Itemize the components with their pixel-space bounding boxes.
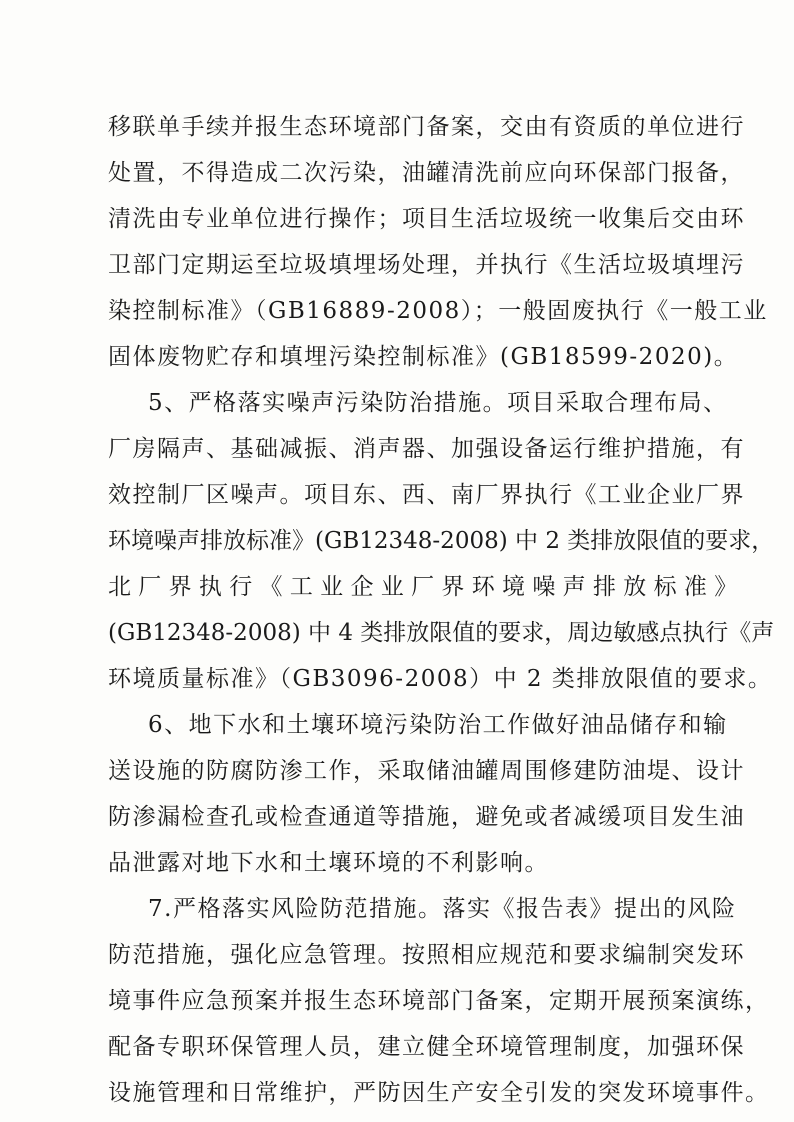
text-line: 设施管理和日常维护，严防因生产安全引发的突发环境事件。 — [108, 1080, 770, 1106]
text-line: 效控制厂区噪声。项目东、西、南厂界执行《工业企业厂界 — [108, 482, 745, 508]
text-line: 境事件应急预案并报生态环境部门备案，定期开展预案演练， — [108, 988, 770, 1014]
text-line: 环境噪声排放标准》(GB12348-2008) 中 2 类排放限值的要求， — [108, 528, 775, 554]
text-line: 环境质量标准》（GB3096-2008）中 2 类排放限值的要求。 — [108, 666, 773, 692]
paragraph-6-first-line: 6、地下水和土壤环境污染防治工作做好油品储存和输 — [148, 712, 728, 738]
text-line: 厂房隔声、基础减振、消声器、加强设备运行维护措施，有 — [108, 436, 745, 462]
text-line: 防渗漏检查孔或检查通道等措施，避免或者减缓项目发生油 — [108, 804, 745, 830]
paragraph-5-first-line: 5、严格落实噪声污染防治措施。项目采取合理布局、 — [148, 390, 728, 416]
text-line: 处置，不得造成二次污染，油罐清洗前应向环保部门报备， — [108, 160, 745, 186]
text-line: 防范措施，强化应急管理。按照相应规范和要求编制突发环 — [108, 942, 745, 968]
text-line: 品泄露对地下水和土壤环境的不利影响。 — [108, 850, 549, 876]
text-line: 清洗由专业单位进行操作；项目生活垃圾统一收集后交由环 — [108, 206, 745, 232]
paragraph-7-first-line: 7.严格落实风险防范措施。落实《报告表》提出的风险 — [148, 896, 737, 922]
text-line: 固体废物贮存和填埋污染控制标准》(GB18599-2020)。 — [108, 344, 739, 370]
text-line: (GB12348-2008) 中 4 类排放限值的要求，周边敏感点执行《声 — [108, 620, 775, 646]
text-line: 送设施的防腐防渗工作，采取储油罐周围修建防油堤、设计 — [108, 758, 745, 784]
text-line: 配备专职环保管理人员，建立健全环境管理制度，加强环保 — [108, 1034, 745, 1060]
text-line: 染控制标准》（GB16889-2008）；一般固废执行《一般工业 — [108, 298, 768, 324]
text-line: 卫部门定期运至垃圾填埋场处理，并执行《生活垃圾填埋污 — [108, 252, 745, 278]
text-line: 北 厂 界 执 行 《 工 业 企 业 厂 界 环 境 噪 声 排 放 标 准 》 — [108, 574, 738, 600]
text-line: 移联单手续并报生态环境部门备案，交由有资质的单位进行 — [108, 114, 745, 140]
